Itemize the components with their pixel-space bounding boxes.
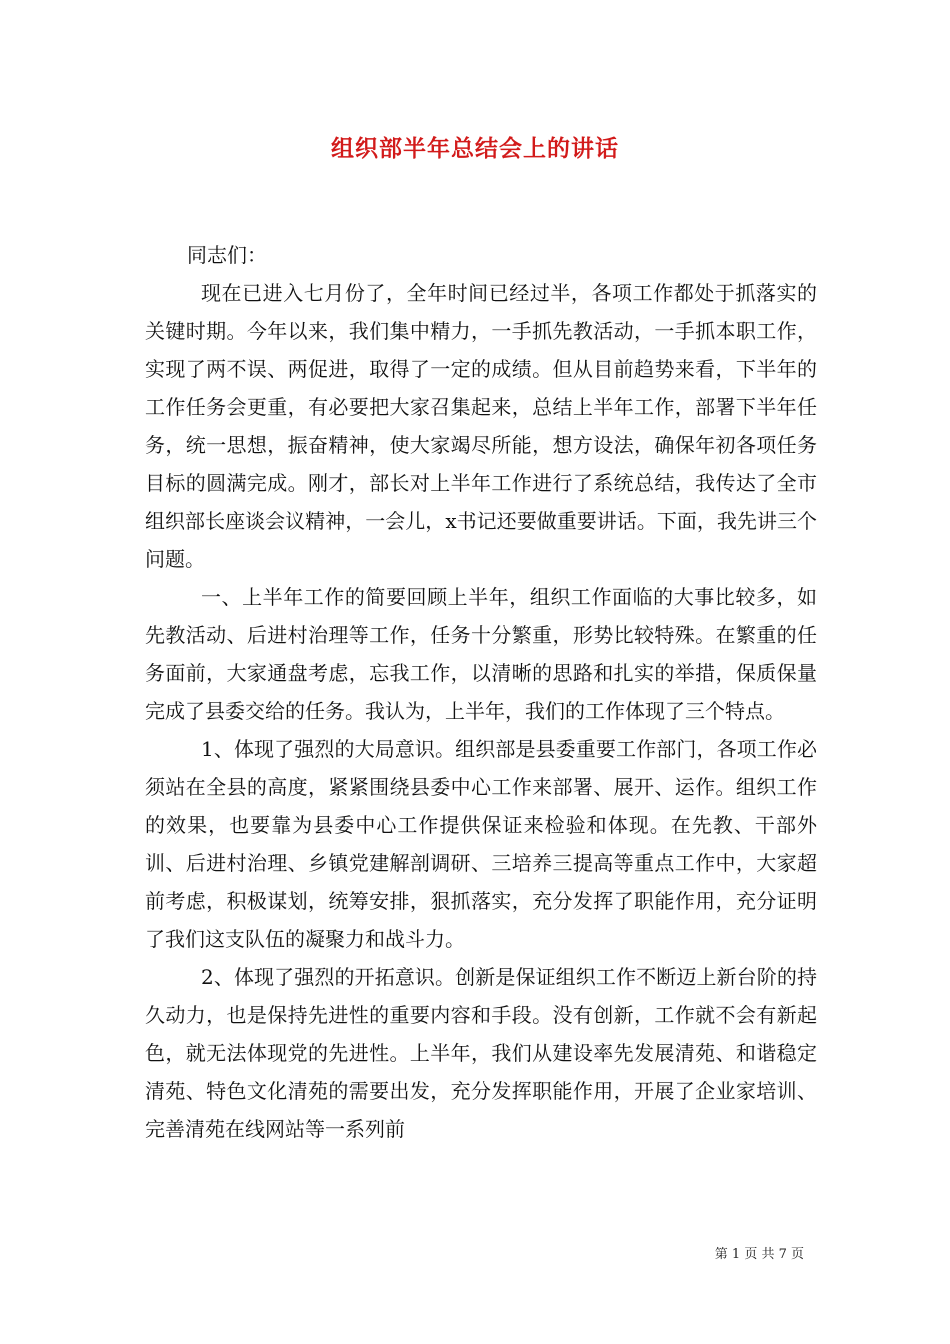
greeting-line: 同志们：	[187, 243, 267, 267]
document-title: 组织部半年总结会上的讲话	[331, 135, 619, 162]
page-number: 第 1 页 共 7 页	[714, 1247, 804, 1262]
paragraph-intro: 现在已进入七月份了，全年时间已经过半，各项工作都处于抓落实的关键时期。今年以来，我们集中精力，一手抓先教活动，一手抓本职工作，实现了两不误、两促进，取得了一定的成绩。但从目前趋势来看，下半年的工作任务会更重，有必要把大家召集起来，总结上半年工作，部署下半年任务，统一思想，振奋精神，使大家竭尽所能，想方设法，确保年初各项任务目标的圆满完成。刚才，部长对上半年工作进行了系统总结，我传达了全市组织部长座谈会议精神，一会儿，x书记还要做重要讲话。下面，我先讲三个问题。	[145, 281, 817, 571]
paragraph-point-2: 2、体现了强烈的开拓意识。创新是保证组织工作不断迈上新台阶的持久动力，也是保持先进性的重要内容和手段。没有创新，工作就不会有新起色，就无法体现党的先进性。上半年，我们从建设率先发展清苑、和谐稳定清苑、特色文化清苑的需要出发，充分发挥职能作用，开展了企业家培训、完善清苑在线网站等一系列前	[145, 965, 817, 1141]
paragraph-review: 一、上半年工作的简要回顾上半年，组织工作面临的大事比较多，如先教活动、后进村治理等工作，任务十分繁重，形势比较特殊。在繁重的任务面前，大家通盘考虑，忘我工作，以清晰的思路和扎实的举措，保质保量完成了县委交给的任务。我认为，上半年，我们的工作体现了三个特点。	[145, 585, 817, 723]
document-body	[145, 236, 817, 1148]
paragraph-point-1: 1、体现了强烈的大局意识。组织部是县委重要工作部门，各项工作必须站在全县的高度，紧紧围绕县委中心工作来部署、展开、运作。组织工作的效果，也要靠为县委中心工作提供保证来检验和体现。在先教、干部外训、后进村治理、乡镇党建解剖调研、三培养三提高等重点工作中，大家超前考虑，积极谋划，统筹安排，狠抓落实，充分发挥了职能作用，充分证明了我们这支队伍的凝聚力和战斗力。	[145, 737, 817, 951]
